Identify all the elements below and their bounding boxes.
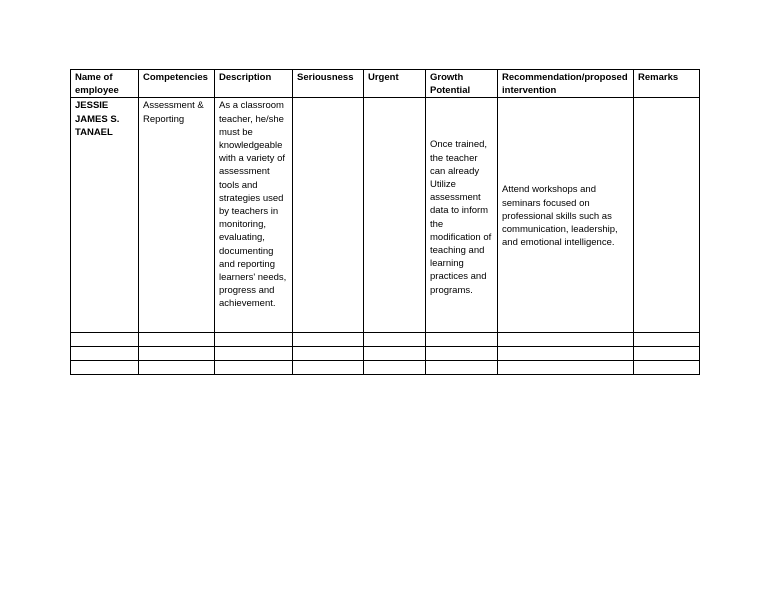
header-competencies: Competencies bbox=[139, 70, 215, 98]
empty-cell bbox=[71, 361, 139, 375]
empty-cell bbox=[293, 347, 364, 361]
empty-cell bbox=[215, 361, 293, 375]
empty-cell bbox=[71, 347, 139, 361]
empty-cell bbox=[364, 333, 426, 347]
cell-growth-potential bbox=[426, 98, 498, 333]
empty-cell bbox=[634, 361, 700, 375]
empty-table-row bbox=[71, 347, 700, 361]
empty-cell bbox=[364, 347, 426, 361]
header-recommendation: Recommendation/proposed intervention bbox=[498, 70, 634, 98]
empty-cell bbox=[634, 347, 700, 361]
cell-employee-name: JESSIE JAMES S. TANAEL bbox=[71, 98, 139, 333]
cell-competencies: Assessment & Reporting bbox=[139, 98, 215, 333]
empty-cell bbox=[498, 333, 634, 347]
empty-cell bbox=[293, 361, 364, 375]
empty-cell bbox=[215, 333, 293, 347]
table-header-row bbox=[71, 70, 700, 98]
table-row bbox=[71, 98, 700, 333]
growth-potential-text: Once trained, the teacher can already Utilize assessment data to inform the modification of teaching and learning practices and programs. bbox=[430, 139, 492, 296]
header-seriousness: Seriousness bbox=[293, 70, 364, 98]
recommendation-text: Attend workshops and seminars focused on professional skills such as communication, leadership, and emotional intelligence. bbox=[502, 184, 618, 249]
header-remarks: Remarks bbox=[634, 70, 700, 98]
cell-seriousness bbox=[293, 98, 364, 333]
cell-description: As a classroom teacher, he/she must be knowledgeable with a variety of assessment tools and strategies used by teachers in monitoring, evaluating, documenting and reporting learners' needs, progress and achievement. bbox=[215, 98, 293, 333]
empty-cell bbox=[139, 361, 215, 375]
empty-cell bbox=[364, 361, 426, 375]
empty-cell bbox=[293, 333, 364, 347]
cell-urgent bbox=[364, 98, 426, 333]
empty-cell bbox=[215, 347, 293, 361]
empty-cell bbox=[139, 347, 215, 361]
empty-cell bbox=[71, 333, 139, 347]
header-growth-potential: Growth Potential bbox=[426, 70, 498, 98]
empty-cell bbox=[426, 333, 498, 347]
empty-table-row bbox=[71, 333, 700, 347]
empty-cell bbox=[139, 333, 215, 347]
empty-cell bbox=[426, 347, 498, 361]
empty-cell bbox=[426, 361, 498, 375]
empty-table-row bbox=[71, 361, 700, 375]
development-plan-table bbox=[70, 69, 700, 375]
header-urgent: Urgent bbox=[364, 70, 426, 98]
empty-cell bbox=[634, 333, 700, 347]
cell-remarks bbox=[634, 98, 700, 333]
empty-cell bbox=[498, 361, 634, 375]
cell-recommendation bbox=[498, 98, 634, 333]
empty-cell bbox=[498, 347, 634, 361]
header-description: Description bbox=[215, 70, 293, 98]
header-name: Name of employee bbox=[71, 70, 139, 98]
